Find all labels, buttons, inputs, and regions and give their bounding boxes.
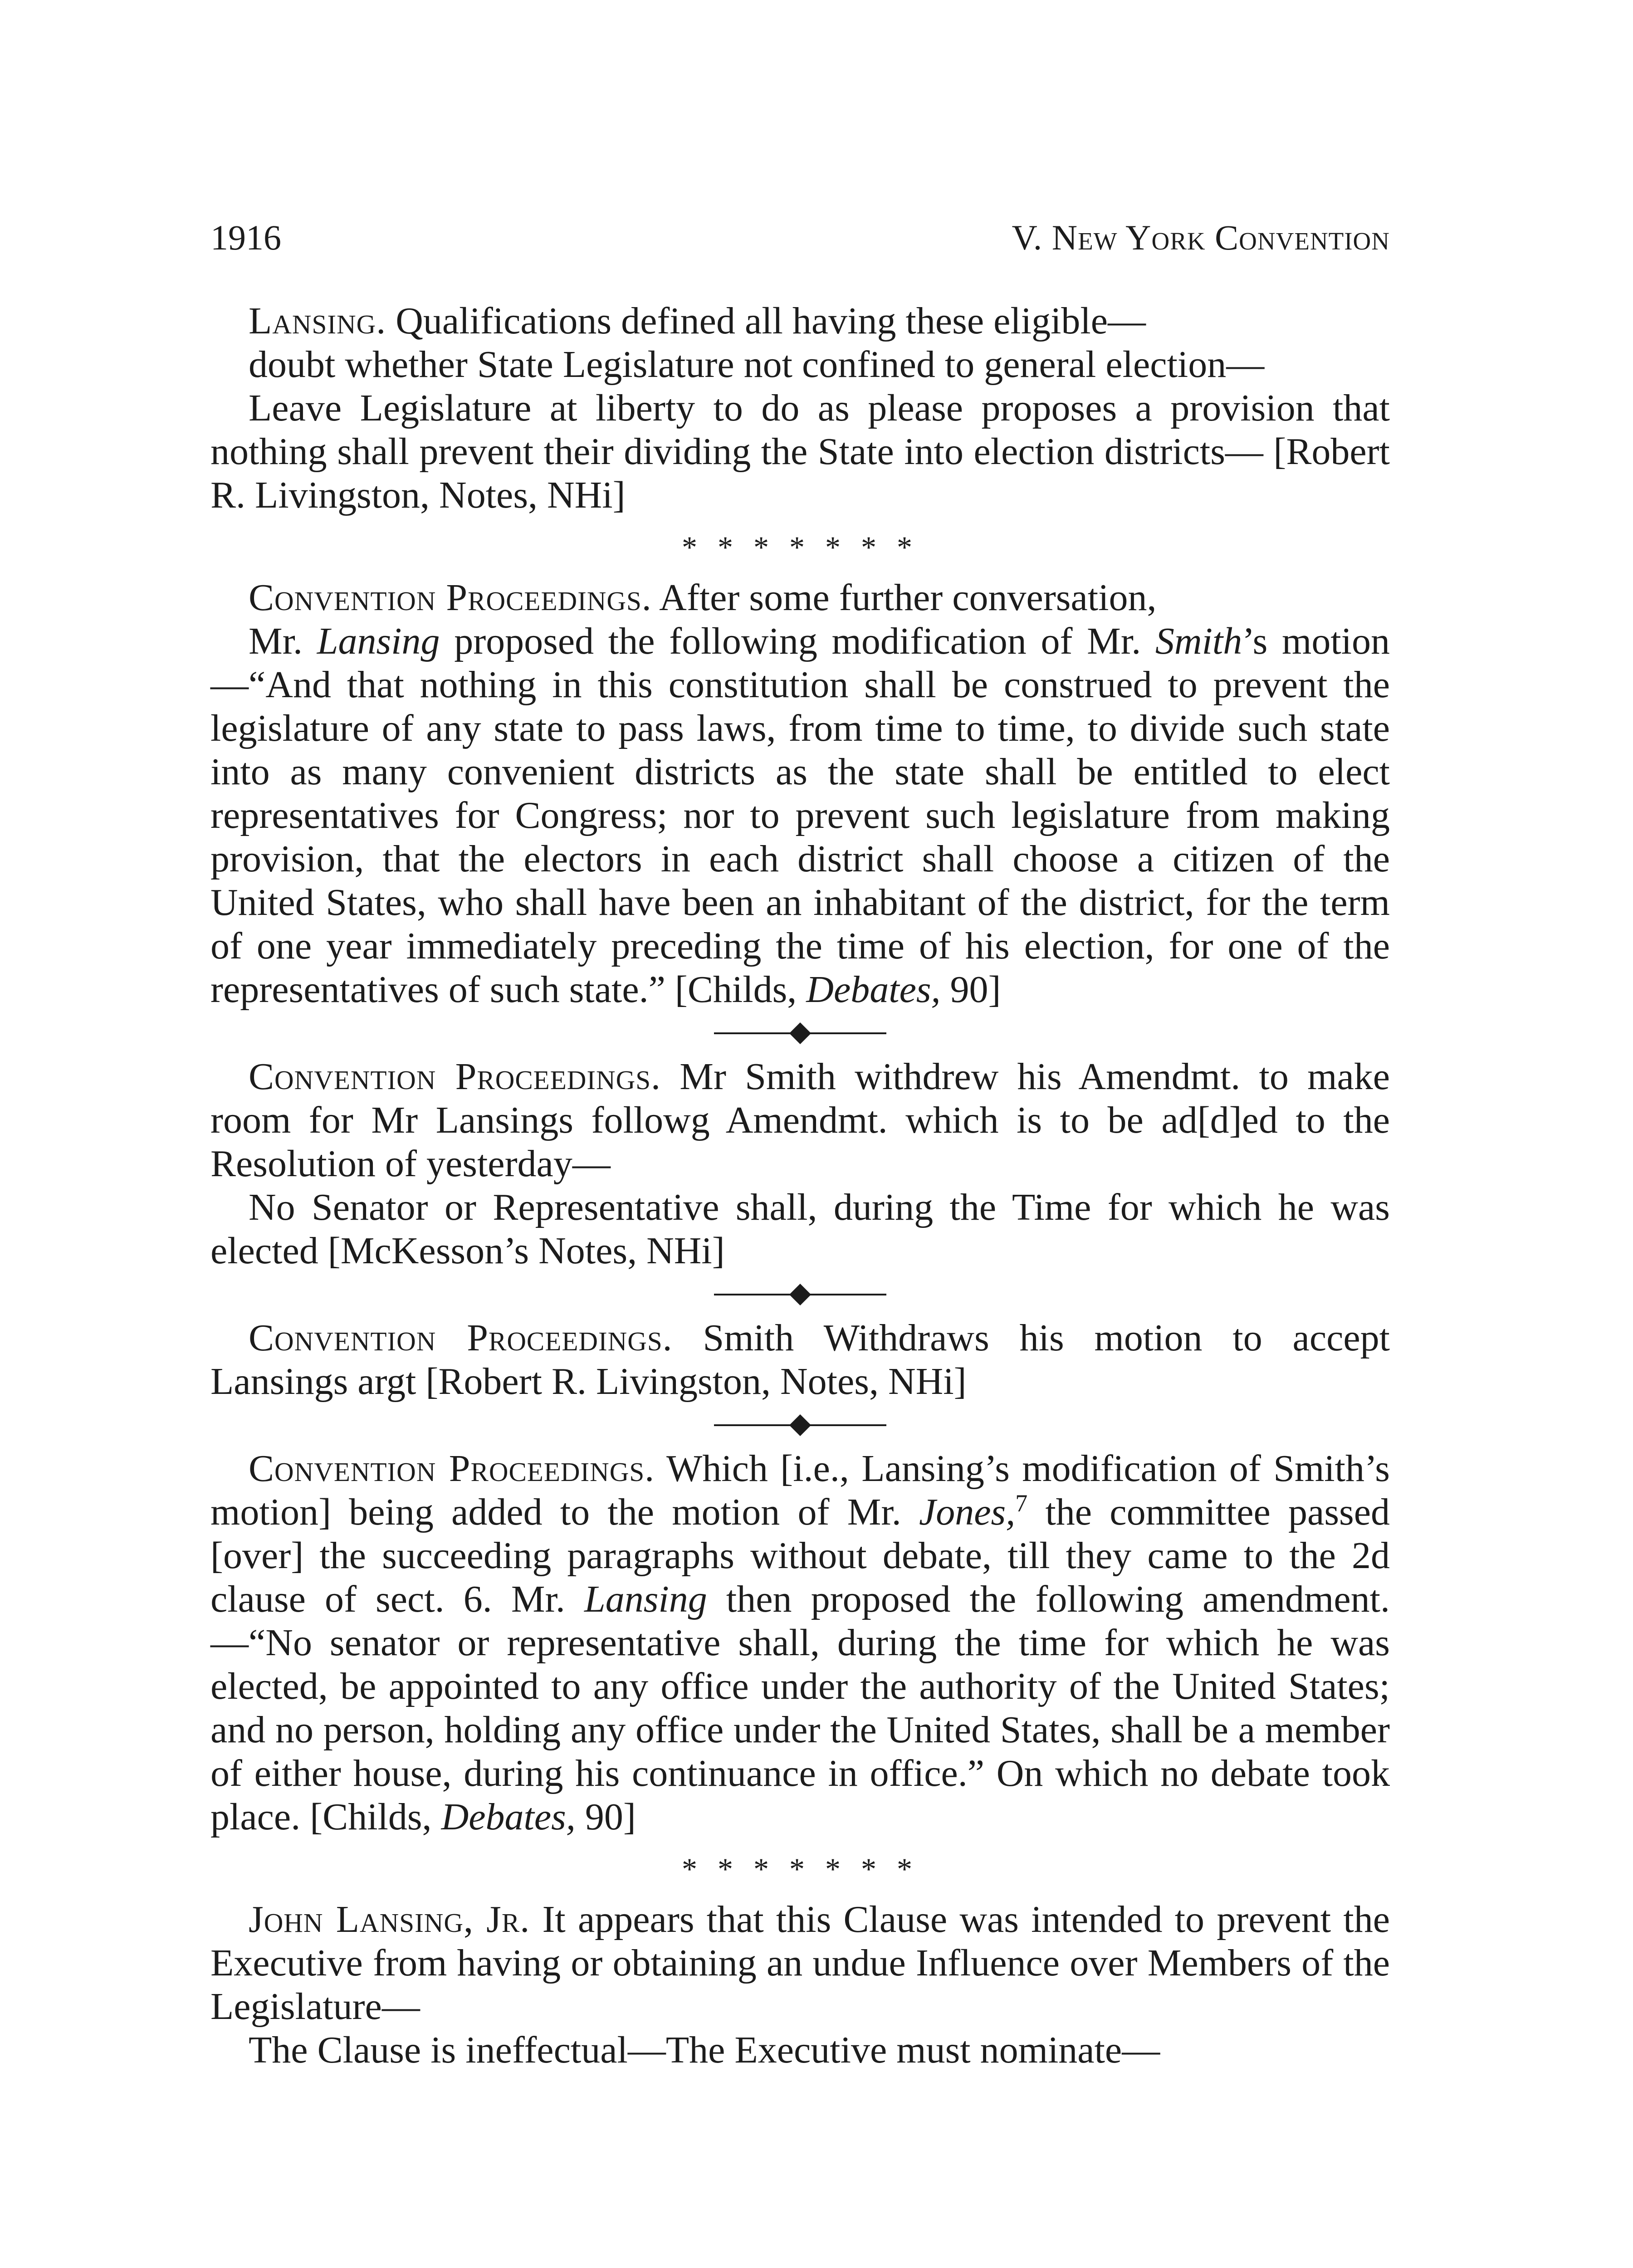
text-run: the committee passed [over] the succeeding paragraphs without debate, till they came to the 2d clause of sect. 6. Mr. [210, 1491, 1390, 1620]
lansing-paragraph-2: doubt whether State Legislature not confined to general election— [249, 343, 1265, 386]
footnote-marker: 7 [1015, 1490, 1028, 1517]
text-run: 90] [940, 968, 1001, 1011]
asterisk-separator: * * * * * * * [682, 530, 919, 564]
paragraph-text: It appears that this Clause was intended to prevent the Executive from having or obtaining an undue Influence over Members of the Legislature— [210, 1898, 1390, 2028]
speaker-label: Lansing. [249, 300, 386, 342]
lansing-paragraph-3: Leave Legislature at liberty to do as please proposes a provision that nothing shall prevent their dividing the State into election districts— [Robert R. Livingston, Notes, NHi] [210, 387, 1390, 516]
lansing-paragraph-1 [210, 299, 1390, 343]
speaker-label: Convention Proceedings. [249, 1447, 655, 1490]
diamond-ornament [789, 1414, 811, 1436]
diamond-rule-separator [210, 1403, 1390, 1447]
speaker-label: John Lansing, Jr. [249, 1898, 530, 1941]
italic-title: Debates, [806, 968, 941, 1011]
text-run: 90] [575, 1796, 636, 1838]
text-run: then proposed the following amendment.—“No senator or representative shall, during the time for which he was elected, be appointed to any office under the authority of the United States; and no person, holding any office under the United States, shall be a member of either house, during his continuance in office.” On which no debate took place. [Childs, [210, 1578, 1390, 1838]
speaker-label: Convention Proceedings. [249, 577, 652, 619]
italic-title: Debates, [441, 1796, 576, 1838]
diamond-rule-separator [210, 1273, 1390, 1316]
paragraph-text: Qualifications defined all having these eligible— [396, 300, 1146, 342]
diamond-ornament [789, 1022, 811, 1044]
proceedings-paragraph-6 [210, 1447, 1390, 1839]
paragraph-text: After some further conversation, [659, 577, 1157, 619]
proceedings-paragraph-1 [210, 576, 1390, 620]
italic-name: Smith [1155, 620, 1242, 662]
italic-name: Lansing [317, 620, 440, 662]
speaker-label: Convention Proceedings. [249, 1317, 673, 1359]
running-head: V. New York Convention [1012, 218, 1390, 257]
italic-name: Lansing [584, 1578, 707, 1620]
paragraph-text: Smith Withdraws his motion to accept Lansings argt [Robert R. Livingston, Notes, NHi] [210, 1317, 1390, 1403]
diamond-ornament [789, 1284, 811, 1305]
proceedings-paragraph-5 [210, 1316, 1390, 1403]
page-number: 1916 [210, 218, 281, 257]
text-run: proposed the following modification of Mr. [440, 620, 1155, 662]
text-run: Which [i.e., Lansing’s modification of Smith’s motion] being added to the motion of Mr. [210, 1447, 1390, 1533]
text-run: ’s motion—“And that nothing in this constitution shall be construed to prevent the legislature of any state to pass laws, from time to time, to divide such state into as many convenient districts as the state shall be entitled to elect representatives for Congress; nor to prevent such legislature from making provision, that the electors in each district shall choose a citizen of the United States, who shall have been an inhabitant of the district, for the term of one year immediately preceding the time of his election, for one of the representatives of such state.” [Childs, [210, 620, 1390, 1011]
text-run: Mr. [249, 620, 317, 662]
proceedings-paragraph-2 [210, 620, 1390, 1012]
page-body [210, 299, 1390, 2072]
italic-name: Jones, [919, 1491, 1016, 1533]
speaker-label: Convention Proceedings. [249, 1056, 661, 1098]
proceedings-paragraph-4: No Senator or Representative shall, during the Time for which he was elected [McKesson’s Notes, NHi] [210, 1186, 1390, 1272]
lansing-jr-paragraph-2: The Clause is ineffectual—The Executive must nominate— [249, 2029, 1160, 2071]
paragraph-text: Mr Smith withdrew his Amendmt. to make room for Mr Lansings followg Amendmt. which is to be ad[d]ed to the Resolution of yesterday— [210, 1056, 1390, 1185]
asterisk-separator: * * * * * * * [682, 1852, 919, 1886]
diamond-rule-separator [210, 1012, 1390, 1055]
proceedings-paragraph-3 [210, 1055, 1390, 1186]
lansing-jr-paragraph-1 [210, 1898, 1390, 2028]
